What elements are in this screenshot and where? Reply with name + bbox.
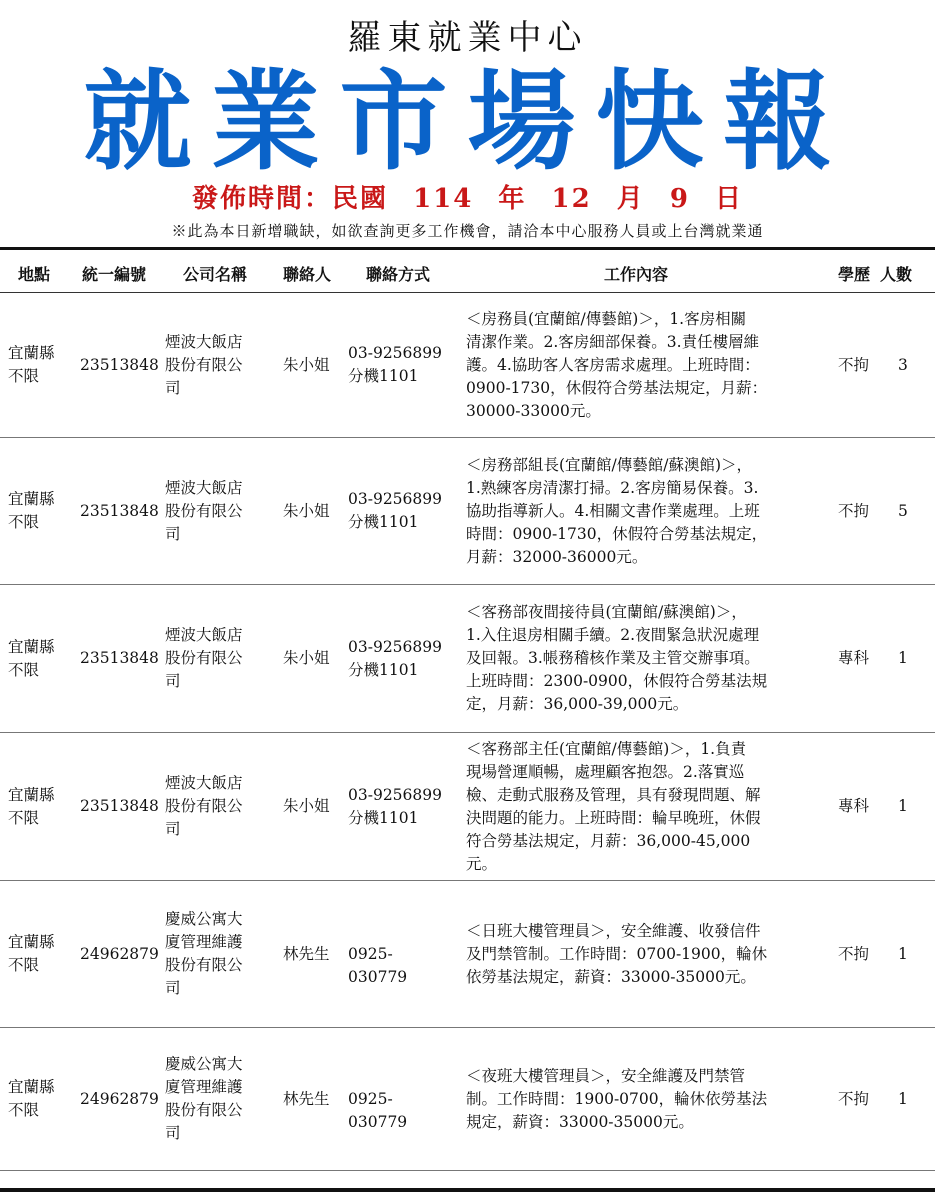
row-education: 專科 bbox=[838, 797, 870, 815]
row-company-name: 煙波大飯店 股份有限公 司 bbox=[165, 479, 243, 543]
table-header bbox=[0, 250, 935, 293]
row-education: 不拘 bbox=[838, 1090, 870, 1108]
row-headcount: 1 bbox=[898, 1090, 908, 1108]
row-headcount: 1 bbox=[898, 945, 908, 963]
publish-day: 9 bbox=[669, 184, 690, 214]
row-education: 不拘 bbox=[838, 356, 870, 374]
row-company-id: 24962879 bbox=[80, 945, 159, 963]
row-contact: 朱小姐 bbox=[283, 356, 330, 374]
row-education: 不拘 bbox=[838, 502, 870, 520]
table-row bbox=[0, 733, 935, 881]
publish-year: 114 bbox=[413, 184, 474, 214]
table-row bbox=[0, 585, 935, 733]
row-phone: 0925-030779 bbox=[348, 945, 408, 986]
center-name: 羅東就業中心 bbox=[347, 18, 588, 58]
row-job-description: ＜日班大樓管理員＞，安全維護、收發信件 及門禁管制。工作時間：0700-1900，輪休 依勞基法規定，薪資：33000-35000元。 bbox=[466, 922, 768, 986]
row-company-name: 煙波大飯店 股份有限公 司 bbox=[165, 774, 243, 838]
row-company-id: 24962879 bbox=[80, 1090, 159, 1108]
row-company-id: 23513848 bbox=[80, 356, 159, 374]
row-job-description: ＜房務員(宜蘭館/傳藝館)＞，1.客房相關 清潔作業。2.客房細部保養。3.責任樓層維 護。4.協助客人客房需求處理。上班時間： 0900-1730，休假符合勞基法規定，月薪： 30000-33000元。 bbox=[466, 310, 768, 420]
row-headcount: 3 bbox=[898, 356, 908, 374]
publish-day-unit: 日 bbox=[714, 184, 743, 214]
row-location: 宜蘭縣 不限 bbox=[8, 933, 55, 974]
row-phone: 0925-030779 bbox=[348, 1090, 408, 1131]
row-contact: 朱小姐 bbox=[283, 649, 330, 667]
table-row bbox=[0, 438, 935, 585]
col-contact: 聯絡人 bbox=[283, 265, 332, 284]
row-company-id: 23513848 bbox=[80, 649, 159, 667]
publish-year-unit: 年 bbox=[498, 184, 527, 214]
row-contact: 林先生 bbox=[283, 945, 330, 963]
row-job-description: ＜房務部組長(宜蘭館/傳藝館/蘇澳館)＞， 1.熟練客房清潔打掃。2.客房簡易保養。3. 協助指導新人。4.相關文書作業處理。上班 時間：0900-1730，休假符合勞基法規定， 月薪：32000-36000元。 bbox=[466, 456, 768, 566]
publish-month-unit: 月 bbox=[616, 184, 645, 214]
table-row bbox=[0, 1028, 935, 1171]
row-company-name: 煙波大飯店 股份有限公 司 bbox=[165, 333, 243, 397]
row-job-description: ＜夜班大樓管理員＞，安全維護及門禁管 制。工作時間：1900-0700，輪休依勞基法 規定，薪資：33000-35000元。 bbox=[466, 1067, 768, 1131]
row-phone: 03-9256899 分機1101 bbox=[348, 490, 442, 531]
table-row bbox=[0, 881, 935, 1028]
row-company-name: 煙波大飯店 股份有限公 司 bbox=[165, 626, 243, 690]
row-education: 專科 bbox=[838, 649, 870, 667]
publish-month: 12 bbox=[551, 184, 592, 214]
job-table bbox=[0, 247, 935, 1171]
report-title: 就業市場快報 bbox=[83, 59, 852, 185]
publish-date bbox=[0, 178, 935, 215]
col-id: 統一編號 bbox=[82, 265, 147, 284]
row-headcount: 1 bbox=[898, 797, 908, 815]
row-education: 不拘 bbox=[838, 945, 870, 963]
table-row bbox=[0, 293, 935, 438]
notice-text: ※此為本日新增職缺，如欲查詢更多工作機會，請洽本中心服務人員或上台灣就業通 bbox=[171, 222, 764, 240]
row-location: 宜蘭縣 不限 bbox=[8, 638, 55, 679]
col-edu: 學歷 bbox=[838, 265, 871, 284]
row-contact: 林先生 bbox=[283, 1090, 330, 1108]
row-job-description: ＜客務部主任(宜蘭館/傳藝館)＞，1.負責 現場營運順暢，處理顧客抱怨。2.落實巡 檢、走動式服務及管理，具有發現問題、解 決問題的能力。上班時間：輪早晚班，休假 符合勞基法規定，月薪：36,000-45,000 元。 bbox=[466, 740, 761, 873]
row-job-description: ＜客務部夜間接待員(宜蘭館/蘇澳館)＞， 1.入住退房相關手續。2.夜間緊急狀況處理 及回報。3.帳務稽核作業及主管交辦事項。 上班時間：2300-0900，休假符合勞基法規 定，月薪：36,000-39,000元。 bbox=[466, 603, 768, 713]
row-phone: 03-9256899 分機1101 bbox=[348, 786, 442, 827]
row-location: 宜蘭縣 不限 bbox=[8, 786, 55, 827]
col-count: 人數 bbox=[880, 265, 913, 284]
col-location: 地點 bbox=[18, 265, 51, 284]
row-location: 宜蘭縣 不限 bbox=[8, 490, 55, 531]
col-method: 聯絡方式 bbox=[366, 265, 431, 284]
col-job: 工作內容 bbox=[604, 265, 669, 284]
row-contact: 朱小姐 bbox=[283, 502, 330, 520]
row-phone: 03-9256899 分機1101 bbox=[348, 638, 442, 679]
table-body bbox=[0, 293, 935, 1171]
row-contact: 朱小姐 bbox=[283, 797, 330, 815]
row-headcount: 5 bbox=[898, 502, 908, 520]
row-location: 宜蘭縣 不限 bbox=[8, 344, 55, 385]
col-company: 公司名稱 bbox=[183, 265, 248, 284]
row-company-id: 23513848 bbox=[80, 502, 159, 520]
row-headcount: 1 bbox=[898, 649, 908, 667]
row-company-name: 慶威公寓大 廈管理維護 股份有限公 司 bbox=[165, 1055, 243, 1142]
report-header bbox=[0, 0, 935, 245]
row-phone: 03-9256899 分機1101 bbox=[348, 344, 442, 385]
row-company-name: 慶威公寓大 廈管理維護 股份有限公 司 bbox=[165, 910, 243, 997]
row-company-id: 23513848 bbox=[80, 797, 159, 815]
publish-prefix: 發佈時間：民國 bbox=[192, 184, 389, 214]
row-location: 宜蘭縣 不限 bbox=[8, 1078, 55, 1119]
table-bottom-rule bbox=[0, 1188, 935, 1192]
